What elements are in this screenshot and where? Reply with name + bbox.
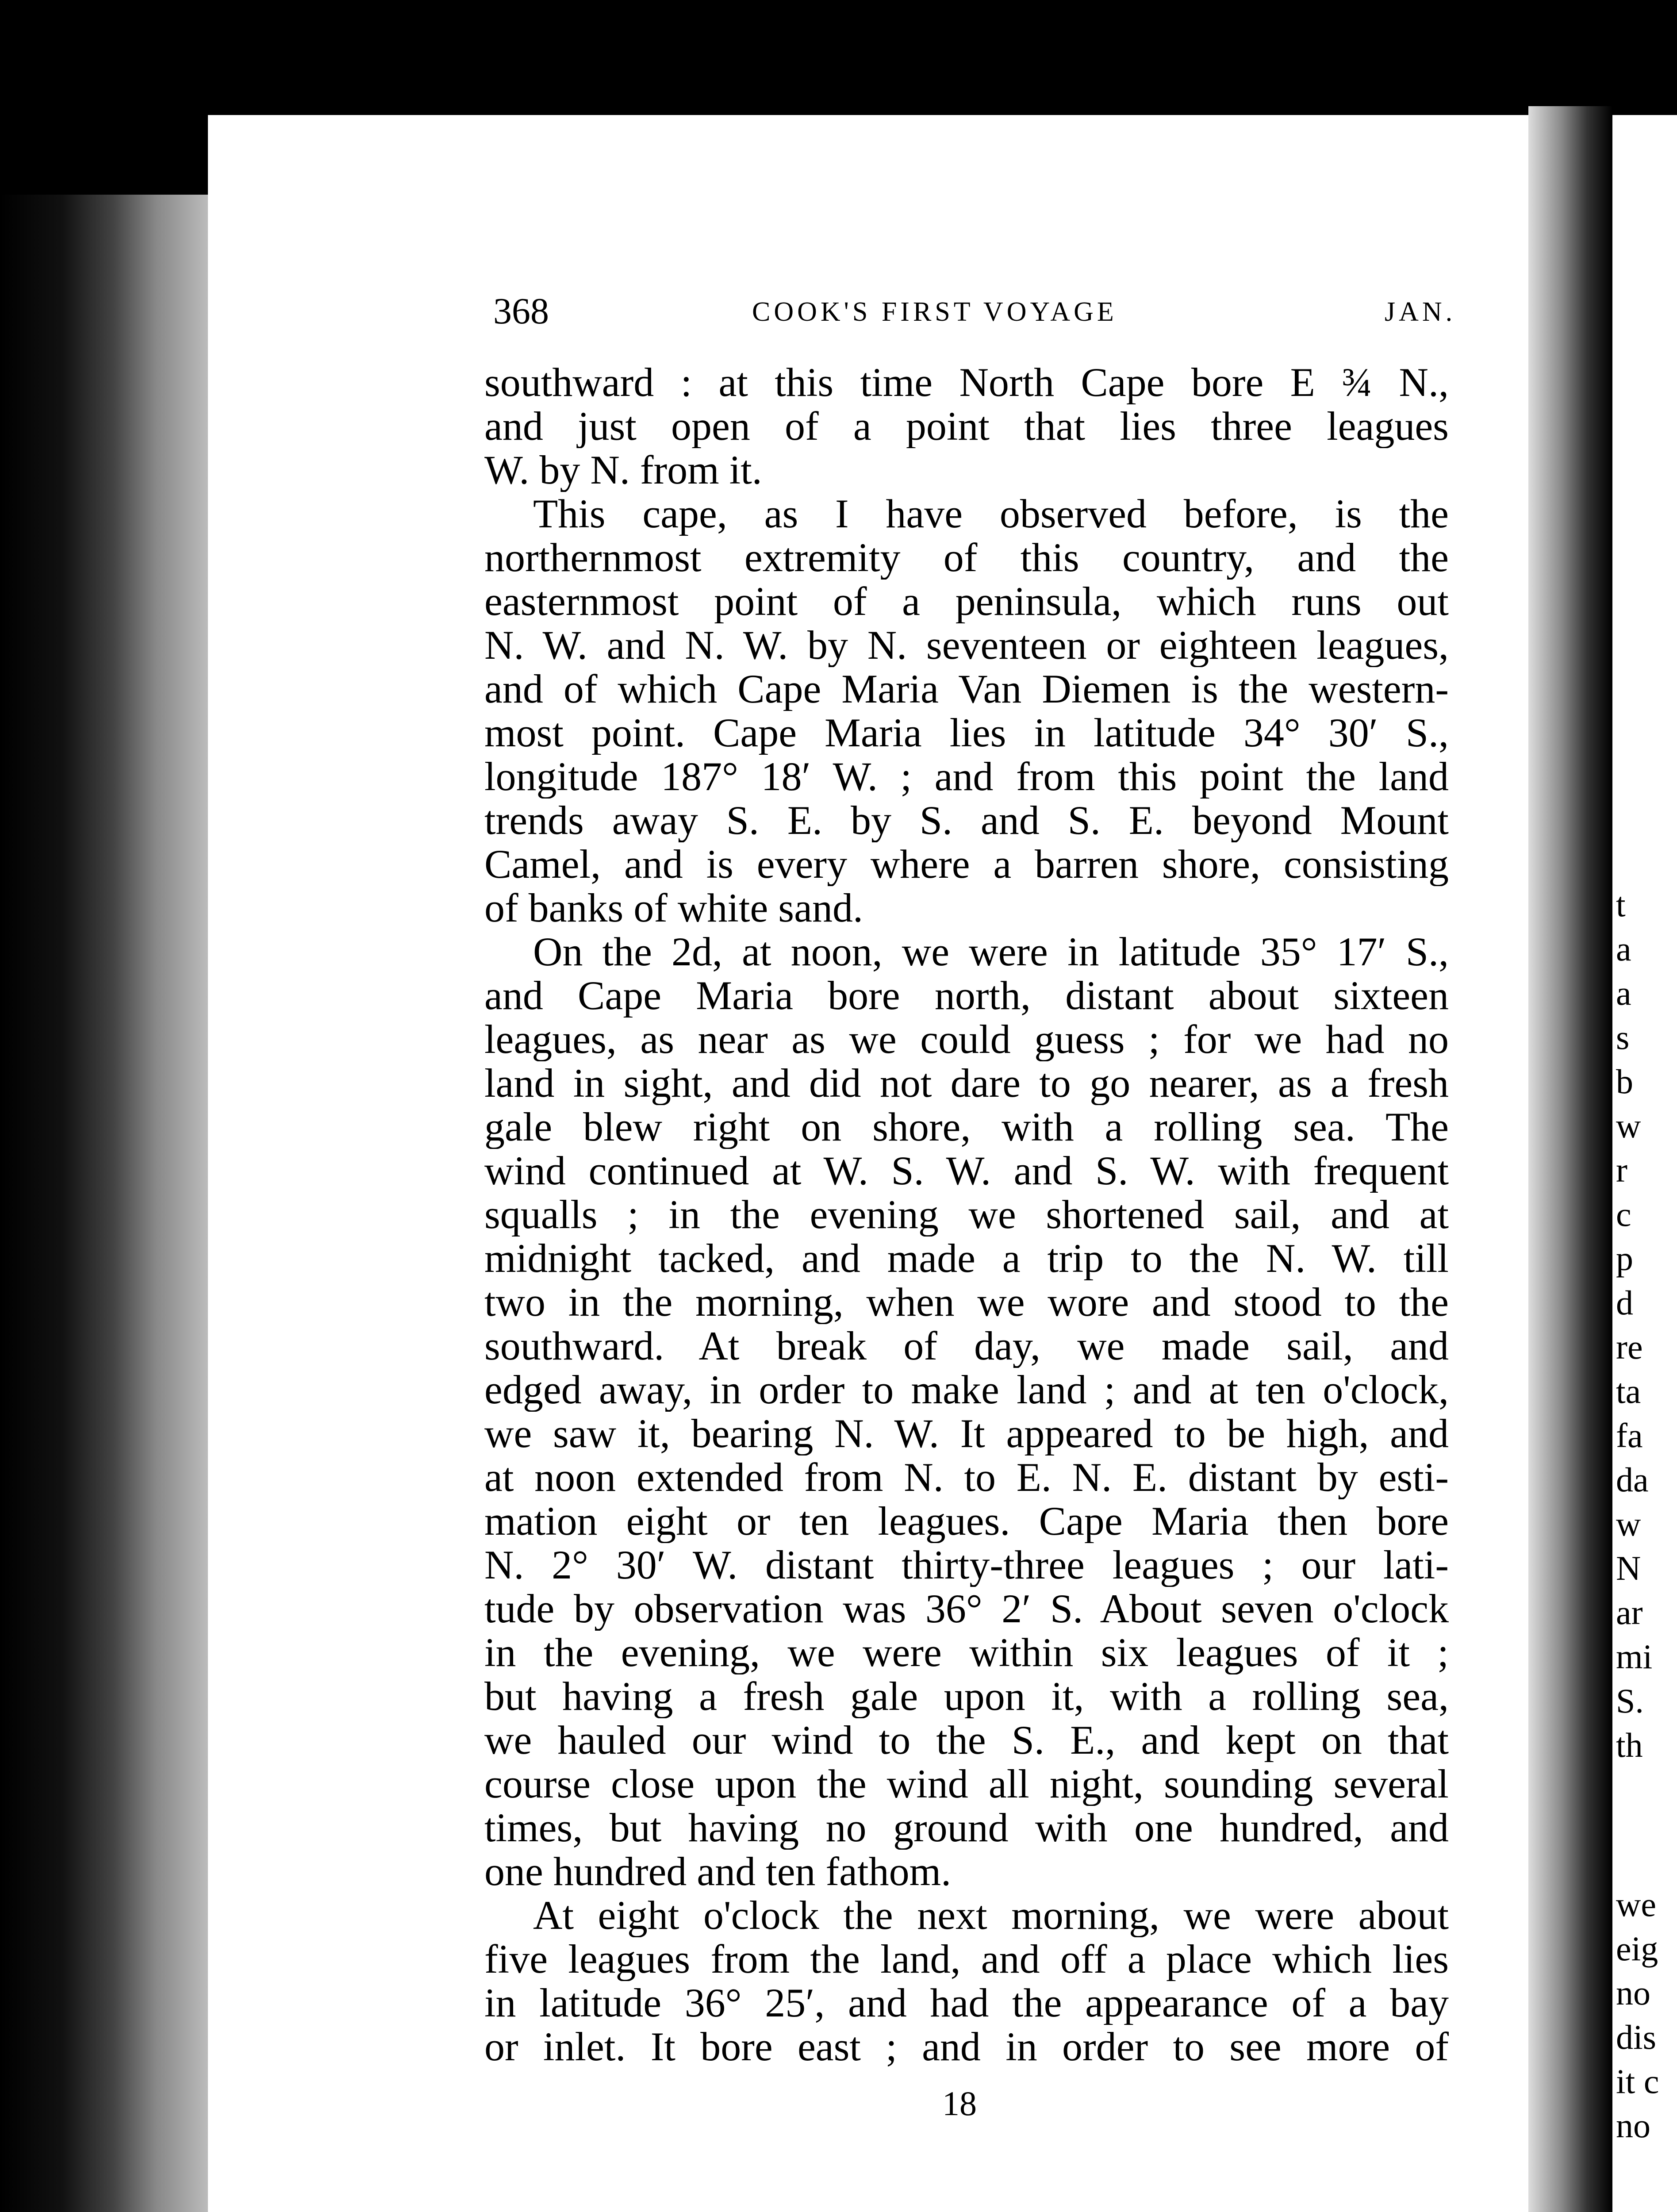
text-line: and Cape Maria bore north, distant about sixteen <box>484 974 1449 1018</box>
text-line: gale blew right on shore, with a rolling sea. The <box>484 1105 1449 1149</box>
text-line: southward : at this time North Cape bore E ¾ N., <box>484 361 1449 404</box>
adjacent-page-text: th <box>1616 1726 1643 1764</box>
text-line: W. by N. from it. <box>484 448 762 492</box>
adjacent-page-text: ta <box>1616 1372 1641 1410</box>
binding-gutter-shadow <box>0 195 208 2212</box>
text-line: wind continued at W. S. W. and S. W. with frequent <box>484 1149 1449 1193</box>
text-line: one hundred and ten fathom. <box>484 1850 952 1893</box>
signature-mark: 18 <box>942 2084 977 2123</box>
running-head-title: COOK'S FIRST VOYAGE <box>752 297 1117 327</box>
adjacent-page-text: fa <box>1616 1416 1643 1455</box>
adjacent-page-text: S. <box>1616 1682 1644 1720</box>
adjacent-page-text: re <box>1616 1328 1643 1366</box>
text-line: edged away, in order to make land ; and at ten o'clock, <box>484 1368 1449 1412</box>
text-line: times, but having no ground with one hundred, and <box>484 1806 1449 1850</box>
text-line: we hauled our wind to the S. E., and kept on that <box>484 1718 1449 1762</box>
body-text <box>484 361 1449 2069</box>
adjacent-page-text: c <box>1616 1195 1631 1233</box>
text-line: land in sight, and did not dare to go nearer, as a fresh <box>484 1061 1449 1105</box>
adjacent-page-text: p <box>1616 1239 1633 1278</box>
text-line: N. W. and N. W. by N. seventeen or eighteen leagues, <box>484 623 1449 667</box>
adjacent-page-fragment <box>1612 115 1677 2212</box>
text-line: trends away S. E. by S. and S. E. beyond Mount <box>484 799 1449 842</box>
text-line: On the 2d, at noon, we were in latitude 35° 17′ S., <box>533 930 1449 974</box>
adjacent-page-text: eig <box>1616 1929 1658 1968</box>
adjacent-page-text: we <box>1616 1885 1656 1924</box>
running-head-month: JAN. <box>1385 297 1456 327</box>
text-line: At eight o'clock the next morning, we were about <box>533 1893 1449 1937</box>
text-line: midnight tacked, and made a trip to the N. W. till <box>484 1237 1449 1280</box>
adjacent-page-text: t <box>1616 885 1626 924</box>
text-line: leagues, as near as we could guess ; for we had no <box>484 1018 1449 1061</box>
adjacent-page-text: mi <box>1616 1637 1653 1676</box>
text-line: This cape, as I have observed before, is the <box>533 492 1449 536</box>
text-line: and of which Cape Maria Van Diemen is the western- <box>484 667 1449 711</box>
text-line: five leagues from the land, and off a place which lies <box>484 1937 1449 1981</box>
text-line: we saw it, bearing N. W. It appeared to be high, and <box>484 1412 1449 1455</box>
text-line: two in the morning, when we wore and stood to the <box>484 1280 1449 1324</box>
adjacent-page-text: dis <box>1616 2018 1657 2056</box>
text-line: longitude 187° 18′ W. ; and from this point the land <box>484 755 1449 799</box>
adjacent-page-text: it c <box>1616 2062 1659 2101</box>
text-line: easternmost point of a peninsula, which runs out <box>484 580 1449 623</box>
text-line: in latitude 36° 25′, and had the appearance of a bay <box>484 1981 1449 2025</box>
text-line: Camel, and is every where a barren shore, consisting <box>484 842 1449 886</box>
text-line: most point. Cape Maria lies in latitude 34° 30′ S., <box>484 711 1449 755</box>
adjacent-page-text: d <box>1616 1283 1633 1322</box>
adjacent-page-text: b <box>1616 1062 1633 1101</box>
page-edge-shadow <box>1528 106 1612 2212</box>
text-line: or inlet. It bore east ; and in order to see more of <box>484 2025 1449 2069</box>
adjacent-page-text: a <box>1616 974 1631 1012</box>
text-line: squalls ; in the evening we shortened sail, and at <box>484 1193 1449 1237</box>
text-line: and just open of a point that lies three leagues <box>484 404 1449 448</box>
adjacent-page-text: N <box>1616 1549 1641 1587</box>
adjacent-page-text: w <box>1616 1505 1641 1543</box>
page-number: 368 <box>493 291 549 332</box>
text-line: northernmost extremity of this country, and the <box>484 536 1449 580</box>
text-line: at noon extended from N. to E. N. E. distant by esti- <box>484 1455 1449 1499</box>
adjacent-page-text: w <box>1616 1106 1641 1145</box>
adjacent-page-text: a <box>1616 929 1631 968</box>
text-line: course close upon the wind all night, sounding several <box>484 1762 1449 1806</box>
text-line: tude by observation was 36° 2′ S. About seven o'clock <box>484 1587 1449 1631</box>
adjacent-page-text: da <box>1616 1460 1649 1499</box>
text-line: mation eight or ten leagues. Cape Maria then bore <box>484 1499 1449 1543</box>
adjacent-page-text: s <box>1616 1018 1630 1056</box>
text-line: N. 2° 30′ W. distant thirty-three leagues ; our lati- <box>484 1543 1449 1587</box>
text-line: but having a fresh gale upon it, with a rolling sea, <box>484 1674 1449 1718</box>
adjacent-page-text: no <box>1616 1974 1650 2012</box>
text-line: in the evening, we were within six leagues of it ; <box>484 1631 1449 1674</box>
adjacent-page-text: ar <box>1616 1593 1643 1632</box>
text-line: of banks of white sand. <box>484 886 863 930</box>
text-line: southward. At break of day, we made sail, and <box>484 1324 1449 1368</box>
adjacent-page-text: no <box>1616 2106 1650 2145</box>
adjacent-page-text: r <box>1616 1151 1627 1189</box>
